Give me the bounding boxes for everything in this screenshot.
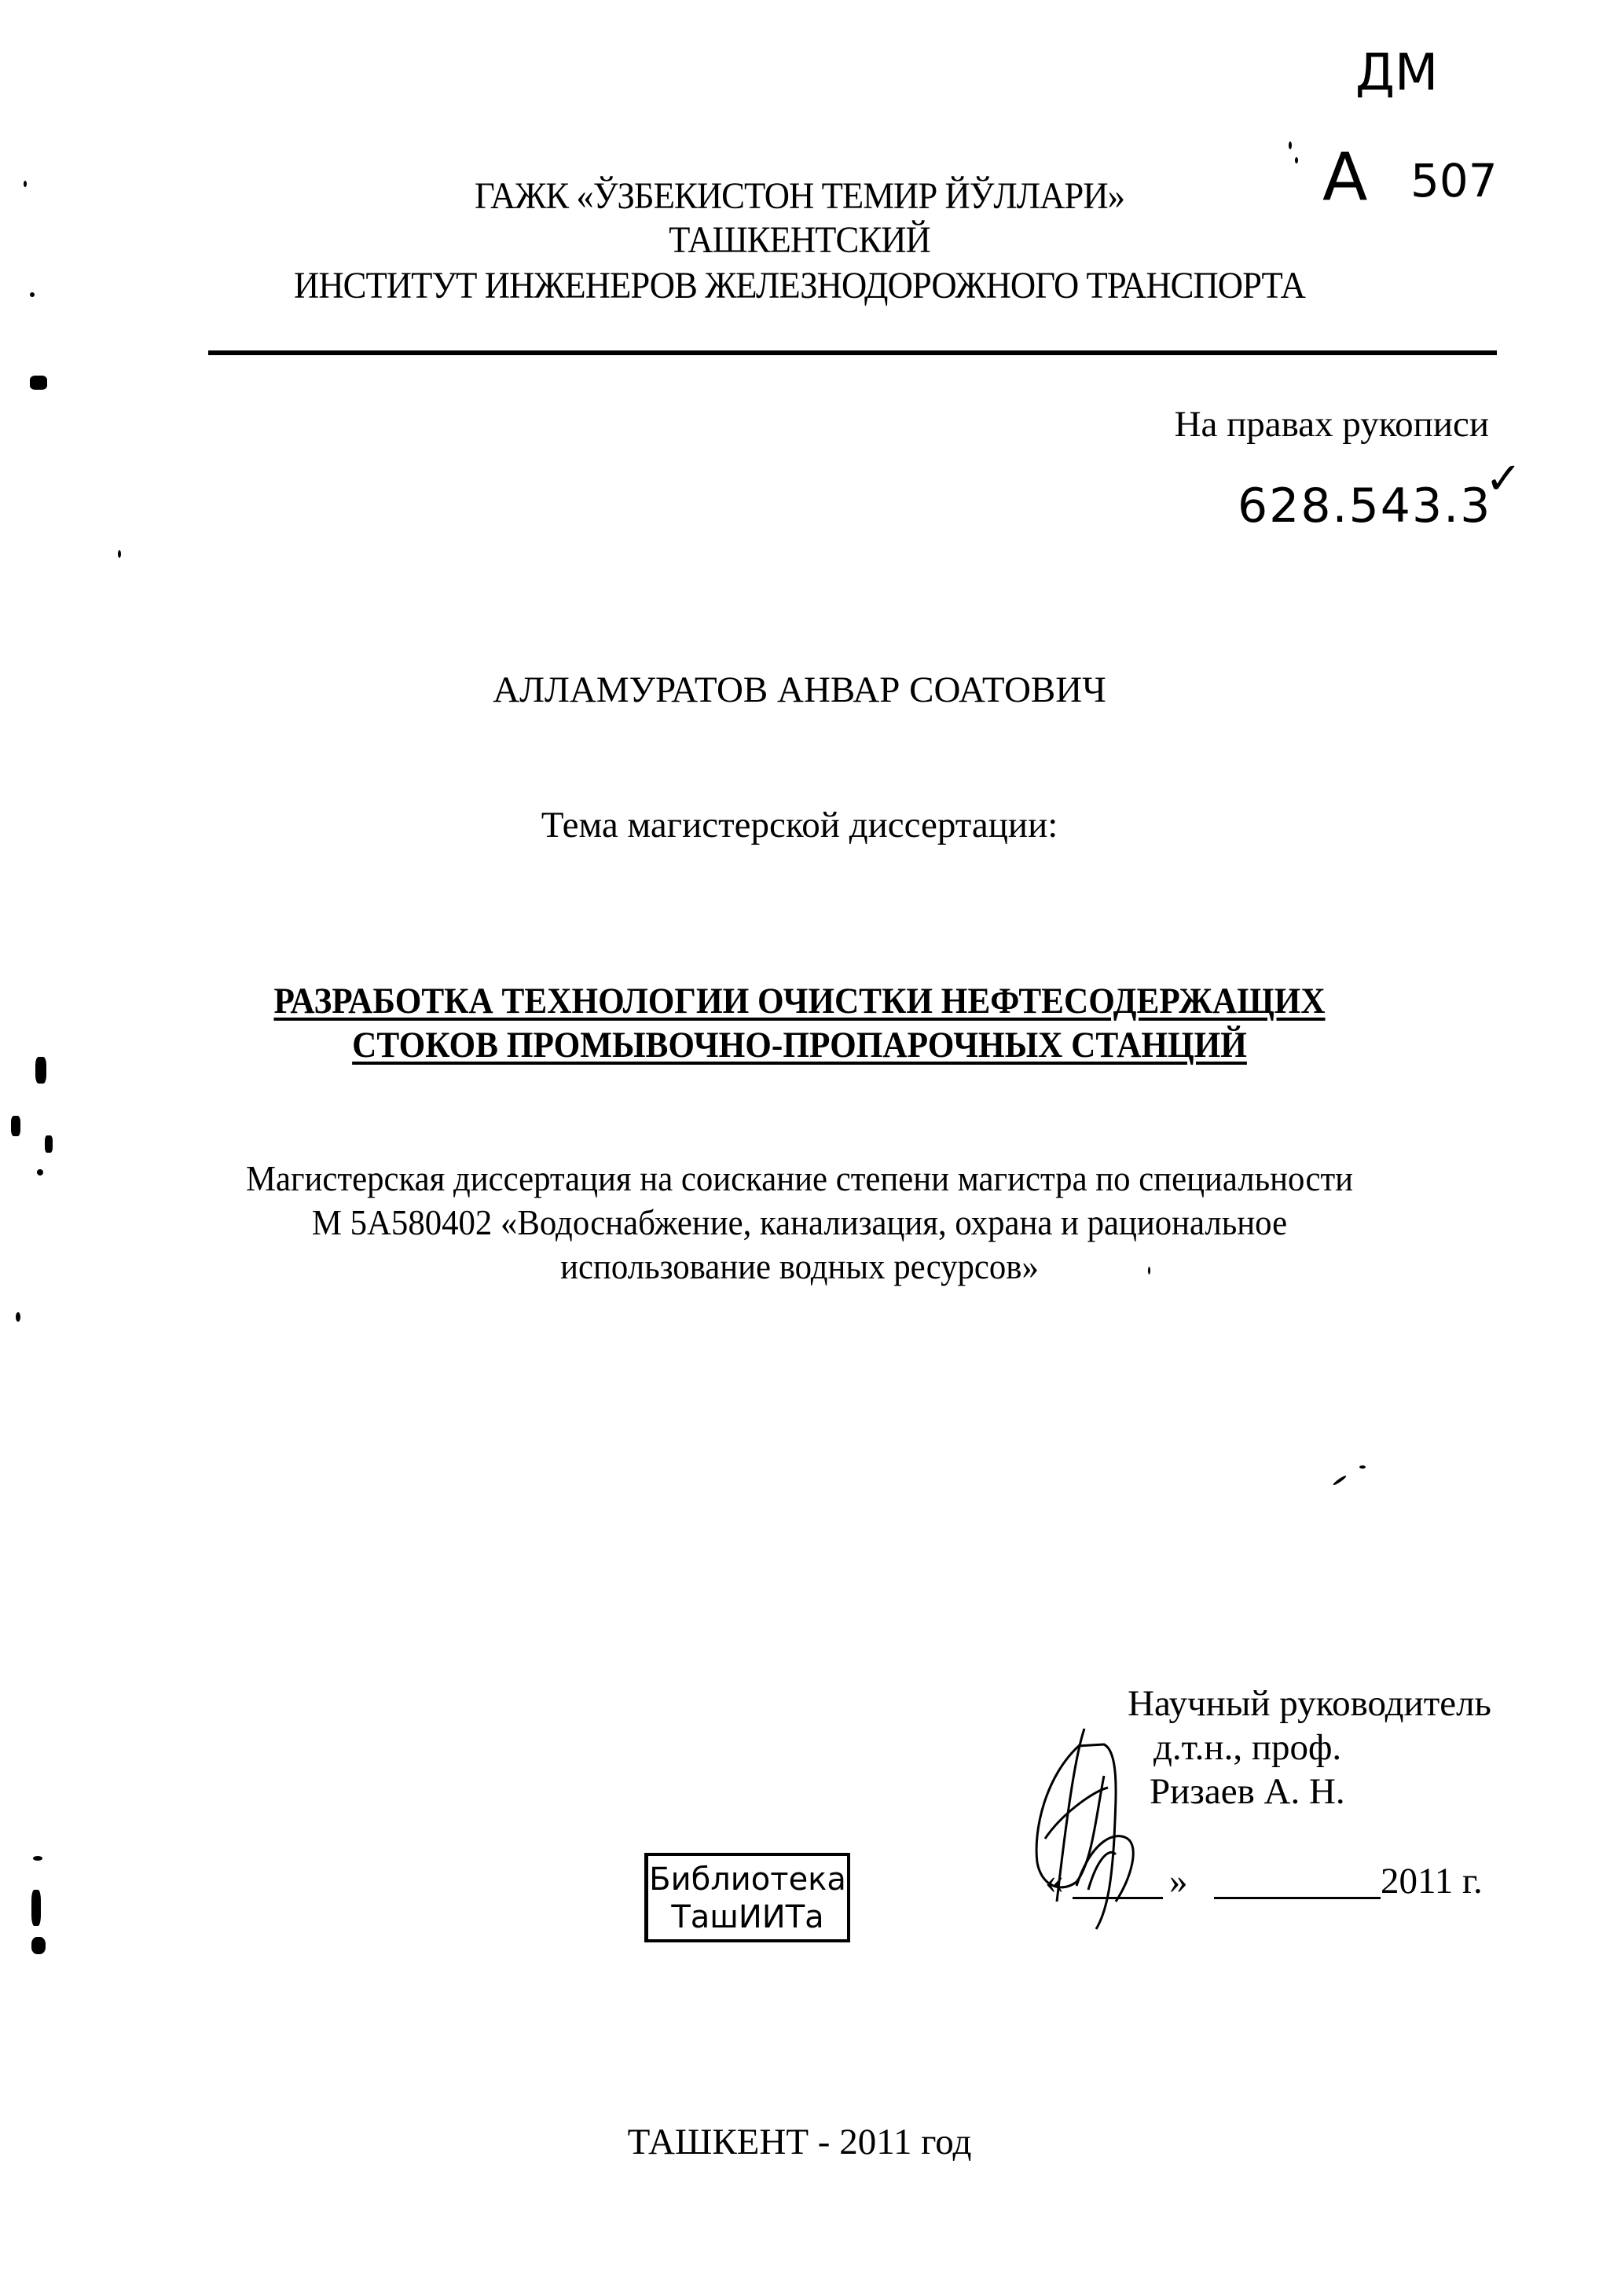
scan-speck — [33, 1856, 42, 1861]
library-stamp-line-1: Библиотека — [649, 1861, 846, 1898]
supervisor-label: Научный руководитель — [1128, 1683, 1491, 1724]
thesis-title-line-2: СТОКОВ ПРОМЫВОЧНО-ПРОПАРОЧНЫХ СТАНЦИЙ — [352, 1025, 1247, 1065]
author-name: АЛЛАМУРАТОВ АНВАР СОАТОВИЧ — [493, 669, 1106, 710]
description-line-2: М 5А580402 «Водоснабжение, канализация, охрана и рациональное — [311, 1202, 1288, 1242]
scan-speck — [37, 1169, 43, 1176]
supervisor-signature — [1029, 1721, 1186, 1941]
scan-speck — [45, 1135, 53, 1153]
date-close-quote: » — [1169, 1861, 1188, 1902]
library-stamp — [644, 1853, 850, 1942]
handwritten-udc-code: 628.543.3 — [1238, 479, 1492, 534]
scan-speck — [24, 181, 27, 187]
scan-speck — [1333, 1475, 1348, 1487]
supervisor-degree: д.т.н., проф. — [1153, 1727, 1342, 1768]
checkmark-icon: ✓ — [1485, 453, 1522, 504]
header-line-organization: ГАЖК «ЎЗБЕКИСТОН ТЕМИР ЙЎЛЛАРИ» — [474, 175, 1125, 217]
scan-speck — [30, 292, 35, 297]
description-line-3: использование водных ресурсов» — [560, 1246, 1039, 1286]
scan-speck — [118, 550, 121, 558]
scan-speck — [1295, 157, 1298, 163]
description-line-1: Магистерская диссертация на соискание степени магистра по специальности — [245, 1158, 1354, 1198]
topic-label: Тема магистерской диссертации: — [541, 805, 1058, 845]
header-line-city: ТАШКЕНТСКИЙ — [669, 219, 930, 261]
scan-speck — [31, 1890, 41, 1926]
scan-speck — [31, 1937, 46, 1954]
header-divider — [208, 350, 1497, 355]
scan-speck — [1289, 141, 1292, 149]
date-month-blank — [1214, 1897, 1381, 1899]
footer-city-year: ТАШКЕНТ - 2011 год — [627, 2122, 972, 2162]
scan-speck — [35, 1057, 46, 1084]
rights-notice: На правах рукописи — [1174, 404, 1489, 445]
handwritten-shelf-mark-letter: А — [1322, 138, 1368, 215]
supervisor-name: Ризаев А. Н. — [1150, 1771, 1345, 1812]
date-open-quote: « — [1045, 1861, 1064, 1902]
handwritten-shelf-mark-top: ДМ — [1355, 44, 1439, 102]
scan-speck — [30, 376, 47, 390]
handwritten-shelf-mark-number: 507 — [1410, 154, 1498, 207]
thesis-title-line-1: РАЗРАБОТКА ТЕХНОЛОГИИ ОЧИСТКИ НЕФТЕСОДЕРЖАЩИХ — [273, 981, 1326, 1021]
header-line-institute: ИНСТИТУТ ИНЖЕНЕРОВ ЖЕЛЕЗНОДОРОЖНОГО ТРАНСПОРТА — [294, 265, 1305, 306]
scan-speck — [16, 1312, 20, 1322]
scan-speck — [1148, 1267, 1150, 1275]
library-stamp-line-2: ТашИИТа — [671, 1899, 824, 1935]
scan-speck — [11, 1116, 20, 1136]
date-year: 2011 г. — [1381, 1861, 1483, 1902]
scan-speck — [1359, 1465, 1366, 1469]
